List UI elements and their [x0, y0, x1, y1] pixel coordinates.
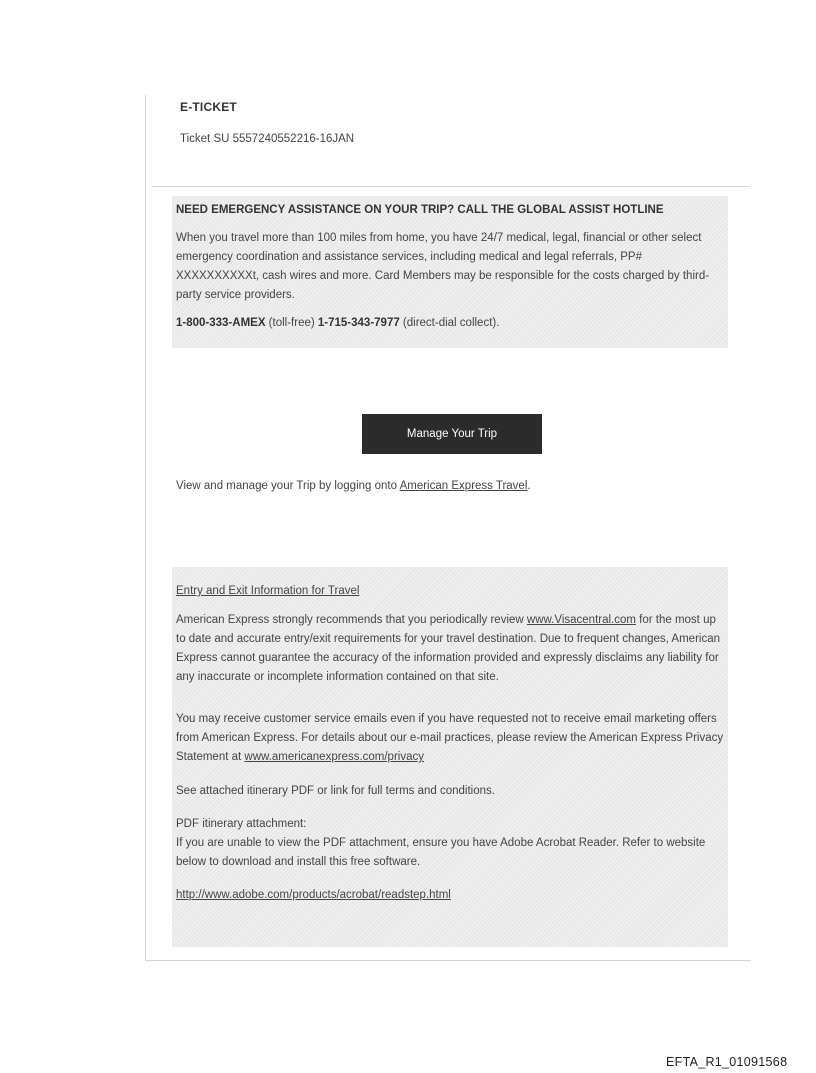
amex-travel-link[interactable]: American Express Travel [399, 480, 528, 492]
hotline-numbers [176, 314, 724, 333]
entry-exit-panel [172, 567, 728, 947]
phone-tollfree: 1-800-333-AMEX [176, 317, 266, 329]
entry-exit-title [176, 583, 724, 599]
manage-note-prefix: View and manage your Trip by logging onto [176, 480, 400, 492]
section-divider [152, 186, 750, 187]
manage-trip-button[interactable]: Manage Your Trip [362, 414, 542, 454]
visacentral-link[interactable]: www.Visacentral.com [526, 614, 636, 626]
entry-exit-link[interactable]: Entry and Exit Information for Travel [176, 585, 360, 597]
visacentral-text-prefix: American Express strongly recommends that you periodically review [176, 614, 527, 626]
phone-tollfree-note: (toll-free) [265, 317, 318, 329]
eticket-heading: E-TICKET [180, 100, 237, 114]
phone-direct-note: (direct-dial collect). [399, 317, 500, 329]
adobe-download-link[interactable]: http://www.adobe.com/products/acrobat/readstep.html [176, 889, 451, 901]
emergency-body: When you travel more than 100 miles from home, you have 24/7 medical, legal, financial or other select emergency coordination and assistance services, including medical and legal referrals, PP# XXXXXXXXXXt, cash wires and more. Card Members may be responsible for the costs charged by third-party service providers. [176, 232, 710, 301]
pdf-attachment-label: PDF itinerary attachment: [176, 818, 307, 830]
terms-paragraph: See attached itinerary PDF or link for full terms and conditions. [176, 785, 495, 797]
privacy-link[interactable]: www.americanexpress.com/privacy [244, 751, 424, 763]
document-id: EFTA_R1_01091568 [666, 1055, 788, 1069]
visacentral-text-suffix: for the most up to date and accurate entry/exit requirements for your travel destination. Due to frequent changes, American Express cannot guarantee the accuracy of the information provided and expressly disclaims any liability for any inaccurate or incomplete information contained on that site. [176, 614, 720, 683]
manage-note-suffix: . [527, 480, 531, 492]
privacy-paragraph [176, 710, 724, 767]
manage-trip-note [176, 480, 531, 492]
emergency-title: NEED EMERGENCY ASSISTANCE ON YOUR TRIP? CALL THE GLOBAL ASSIST HOTLINE [176, 204, 664, 216]
privacy-text: You may receive customer service emails even if you have requested not to receive email marketing offers from American Express. For details about our e-mail practices, please review the American Express Privacy Statement at [176, 713, 724, 763]
visacentral-paragraph [176, 611, 724, 687]
adobe-paragraph [176, 886, 724, 905]
phone-direct: 1-715-343-7977 [317, 317, 400, 329]
pdf-attachment-instructions: If you are unable to view the PDF attachment, ensure you have Adobe Acrobat Reader. Refer to website below to download and install this free software. [176, 837, 706, 868]
ticket-number: Ticket SU 5557240552216-16JAN [180, 133, 355, 145]
emergency-assistance-panel [172, 196, 728, 348]
